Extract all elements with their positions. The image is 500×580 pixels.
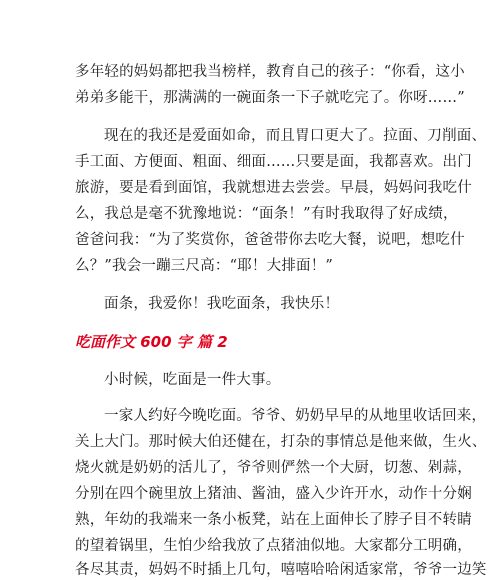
paragraph-line: 的望着锅里，生怕少给我放了点猪油似地。大家都分工明确， — [75, 538, 472, 554]
paragraph-line: 爸爸问我：“为了奖赏你，爸爸带你去吃大餐，说吧，想吃什 — [75, 232, 465, 248]
paragraph-line: 手工面、方便面、粗面、细面……只要是面，我都喜欢。出门 — [75, 154, 472, 170]
section-heading: 吃面作文 600 字 篇 2 — [75, 333, 228, 351]
paragraph-line: 多年轻的妈妈都把我当榜样，教育自己的孩子：“你看，这小 — [75, 64, 465, 80]
paragraph-line: 小时候，吃面是一件大事。 — [104, 372, 281, 388]
paragraph-line: 一家人约好今晚吃面。爷爷、奶奶早早的从地里收话回来， — [104, 408, 487, 424]
paragraph-line: 熟，年幼的我端来一条小板凳，站在上面伸长了脖子目不转睛 — [75, 512, 472, 528]
paragraph-line: 各尽其责，妈妈不时插上几句，嘻嘻哈哈闲适家常，爷爷一边笑 — [75, 562, 487, 578]
paragraph-line: 么？”我会一蹦三尺高：“耶！大排面！” — [75, 258, 334, 274]
paragraph-line: 现在的我还是爱面如命，而且胃口更大了。拉面、刀削面、 — [104, 128, 487, 144]
paragraph-line: 面条，我爱你！我吃面条，我快乐！ — [104, 296, 340, 312]
paragraph-line: 么，我总是毫不犹豫地说：“面条！”有时我取得了好成绩， — [75, 206, 458, 222]
paragraph-line: 烧火就是奶奶的活儿了，爷爷则俨然一个大厨，切葱、剁蒜， — [75, 460, 472, 476]
paragraph-line: 旅游，要是看到面馆，我就想进去尝尝。早晨，妈妈问我吃什 — [75, 180, 472, 196]
paragraph-line: 分别在四个碗里放上猪油、酱油，盛入少许开水，动作十分娴 — [75, 486, 472, 502]
paragraph-line: 弟弟多能干，那满满的一碗面条一下子就吃完了。你呀……” — [75, 90, 465, 106]
paragraph-line: 关上大门。那时候大伯还健在，打杂的事情总是他来做，生火、 — [75, 434, 487, 450]
